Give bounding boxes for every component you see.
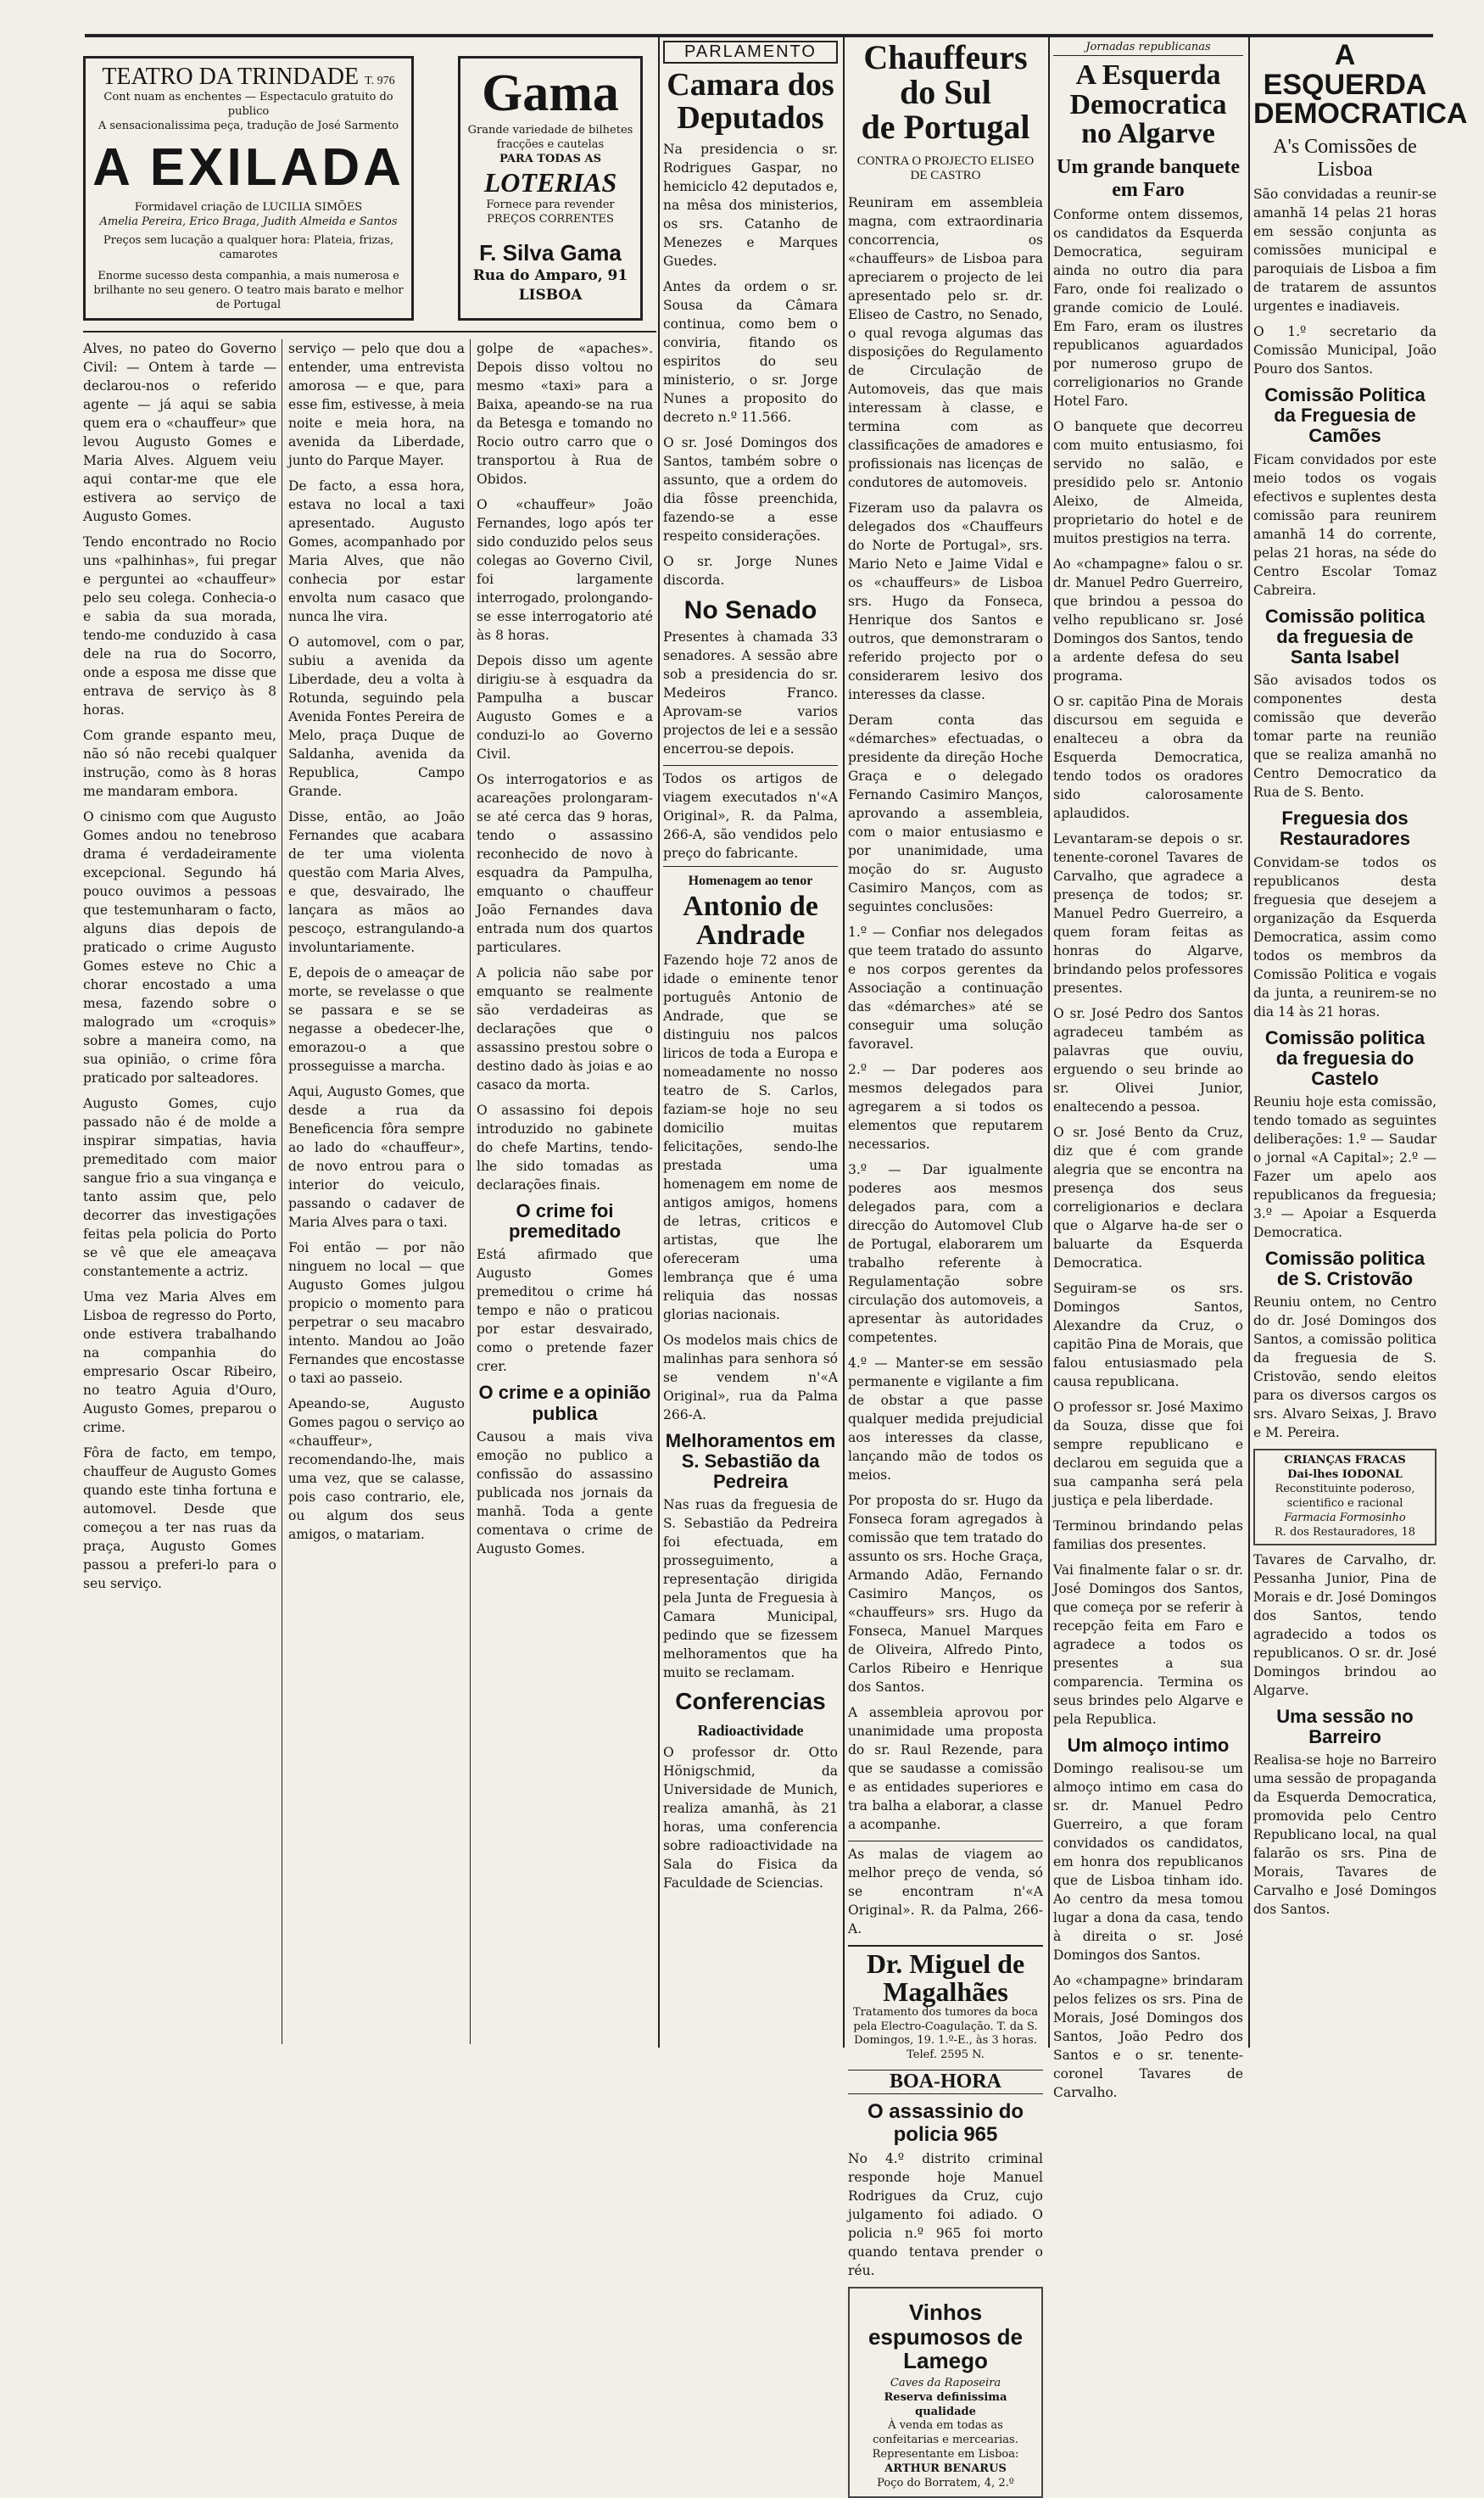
paragraph: Tendo encontrado no Rocio uns «palhinhas», fui pregar e perguntei ao «chauffeur» pelo seu colega. Conhecia-o e sabia da sua morada, tendo-me conduzido à casa dele na rua do Socorro, onde a esposa me disse que entrava de serviço às 8 horas. — [83, 534, 276, 718]
paragraph: O 1.º secretario da Comissão Municipal, João Pouro dos Santos. — [1253, 324, 1437, 377]
article-title: de Portugal — [861, 107, 1030, 146]
paragraph: Conforme ontem dissemos, os candidatos da Esquerda Democratica, seguiram ainda no outro dia para Faro, onde foi realizado o grande comicio de Loulé. Em Faro, eram os ilustres republicanos aguardados por numeroso grupo de correligionarios no Grande Hotel Faro. — [1053, 206, 1243, 409]
section-heading: Comissão Politica da Freguesia de Camões — [1264, 384, 1425, 447]
paragraph: Depois disso um agente dirigiu-se à esquadra da Pampulha a buscar Augusto Gomes e a conduzi-lo ao Governo Civil. — [477, 653, 653, 762]
column-2 — [288, 339, 465, 2044]
ad-line: ARTHUR BENARUS — [884, 2462, 1007, 2476]
paragraph: Antes da ordem o sr. Sousa da Câmara continua, como bem o conviria, fitando os espiritos do seu ministerio, o sr. Jorge Nunes a proposito do decreto n.º 11.566. — [663, 278, 838, 425]
paragraph: São avisados todos os componentes desta comissão que deverão tomar parte na reunião que se realiza amanhã no Centro Democratico da Rua de S. Bento. — [1253, 673, 1437, 801]
paragraph: Com grande espanto meu, não só não recebi qualquer instrução, como às 8 horas me mandaram embora. — [83, 728, 276, 799]
ad-line: LISBOA — [518, 286, 583, 304]
paragraph: Domingo realisou-se um almoço intimo em casa do sr. dr. Manuel Pedro Guerreiro, a que foram convidados os candidatos, em honra dos republicanos que de Lisboa tinham ido. Ao centro da mesa tomou lugar a dona da casa, tendo à direita o sr. José Domingos dos Santos. — [1053, 1761, 1243, 1964]
ad-line: Reconstituinte poderoso, scientifico e racional — [1275, 1483, 1415, 1511]
ad-malas: Todos os artigos de viagem executados n'«A Original», R. da Palma, 266-A, são vendidos pelo preço do fabricante. — [663, 765, 838, 867]
ad-line: Caves da Raposeira — [890, 2376, 1001, 2389]
paragraph: Realisa-se hoje no Barreiro uma sessão de propaganda da Esquerda Democratica, promovida pelo Centro Republicano local, na qual falarão os srs. Pina de Morais, Tavares de Carvalho e José Domingos dos Santos. — [1253, 1752, 1437, 1918]
ad-line: Farmacia Formosinho — [1284, 1512, 1406, 1525]
section-heading: Comissão politica da freguesia do Castelo — [1264, 1026, 1425, 1089]
paragraph: Fizeram uso da palavra os delegados dos «Chauffeurs do Norte de Portugal», srs. Mario Neto e Jaime Vidal e os «chauffeurs» de Lisboa srs. Hugo da Fonseca, Henrique dos Santos e outros, que demonstraram o referido projecto por o considerarem lesivo dos interesses da classe. — [848, 500, 1043, 703]
paragraph: A policia não sabe por emquanto se realmente são verdadeiras as declarações que o assassino prestou sobre o destino dado às joias e ao casaco da morta. — [477, 965, 653, 1093]
paragraph: Aqui, Augusto Gomes, que desde a rua da Beneficencia fôra sempre ao lado do «chauffeur», de novo entrou para o interior do veiculo, passando o cadaver de Maria Alves para o taxi. — [288, 1084, 465, 1230]
paragraph: Convidam-se todos os republicanos desta freguesia que desejem a organização da Esquerda Democratica, assim como todos os membros da Comissão Politica e vogais da junta, a reunirem-se no dia 14 às 21 horas. — [1253, 854, 1437, 1020]
ad-line: Dai-lhes IODONAL — [1287, 1468, 1403, 1482]
column-algarve — [1053, 41, 1243, 2101]
doctor-name: Dr. Miguel de Magalhães — [848, 1945, 1043, 2005]
ad-line: Cont nuam as enchentes — Espectaculo gratuito do publico — [103, 91, 393, 118]
gama-ad — [458, 56, 643, 321]
paragraph: O cinismo com que Augusto Gomes andou no tenebroso drama é verdadeiramente excepcional. Segundo há pouco ouvimos a pessoas que testemunharam o facto, alguns dias depois de praticado o crime Augusto Gomes esteve no Chic a chorar encostado a uma mesa, fazendo sobre o malogrado um «croquis» sobre a maneira como, na sua opinião, o crime fôra praticado por salteadores. — [83, 809, 276, 1086]
paragraph: O sr. José Pedro dos Santos agradeceu também as palavras que ouviu, erguendo o seu brinde ao sr. Olivei Junior, enaltecendo a pessoa. — [1053, 1005, 1243, 1115]
paragraph: Seguiram-se os srs. Domingos Santos, Alexandre da Cruz, o capitão Pina de Morais, que falou entusiasmado pela causa republicana. — [1053, 1280, 1243, 1389]
column-1 — [83, 339, 276, 2044]
ad-malas: As malas de viagem ao melhor preço de venda, só se encontram n'«A Original». R. da Palma, 266-A. — [848, 1841, 1043, 1938]
paragraph: Levantaram-se depois o sr. tenente-coronel Tavares de Carvalho, que agradece a presença de todos; sr. Manuel Pedro Guerreiro, a quem foram feitas as honras do Algarve, brindando pelos professores presentes. — [1053, 830, 1243, 996]
column-rule — [1248, 37, 1250, 2048]
gama-proprietor: F. Silva Gama — [479, 240, 622, 266]
paragraph: O assassino foi depois introduzido no gabinete do chefe Martins, tendo-lhe sido tomadas as declarações finais. — [477, 1103, 653, 1193]
section-label: Homenagem ao tenor — [688, 873, 813, 888]
ad-title: Vinhos espumosos de Lamego — [868, 2299, 1024, 2374]
ad-line: PREÇOS CORRENTES — [487, 212, 614, 226]
article-title: Antonio de Andrade — [683, 890, 818, 952]
section-heading: Comissão politica da freguesia de Santa Isabel — [1264, 605, 1425, 668]
ad-line: A sensacionalissima peça, tradução de José Sarmento — [98, 119, 399, 132]
paragraph: Vai finalmente falar o sr. dr. José Domingos dos Santos, que começa por se referir à recepção feita em Faro e agradece a todos os presentes a sua comparencia. Termina os seus brindes pelo Algarve e pela Republica. — [1053, 1562, 1243, 1727]
paragraph: 4.º — Manter-se em sessão permanente e vigilante a fim de obstar a que passe qualquer medida prejudicial aos interesses da classe, lançando mão de todos os meios. — [848, 1355, 1043, 1484]
section-heading: Uma sessão no Barreiro — [1276, 1705, 1414, 1747]
paragraph: Fôra de facto, em tempo, chauffeur de Augusto Gomes quando este tinha fortuna e automovel. Desde que começou a ter nas ruas da praça, Augusto Gomes passou a preferi-lo para o seu serviço. — [83, 1445, 276, 1591]
ad-line: Fornece para revender — [486, 198, 615, 211]
section-heading: O assassinio do policia 965 — [867, 2100, 1024, 2146]
column-3 — [477, 339, 653, 2044]
paragraph: Os modelos mais chics de malinhas para senhora só se vendem n'«A Original», rua da Palma 266-A. — [663, 1332, 838, 1422]
theatre-name: TEATRO DA TRINDADE — [102, 64, 360, 90]
paragraph: 1.º — Confiar nos delegados que teem tratado do assunto e nos corpos gerentes da Associação a continuação das «démarches» até se conseguir uma solução favoravel. — [848, 925, 1043, 1053]
paragraph: golpe de «apaches». Depois disso voltou no mesmo «taxi» para a Baixa, apeando-se na rua da Betesga e tomando no Rocio outro carro que o transportou à Rua de Obidos. — [477, 341, 653, 487]
paragraph: Apeando-se, Augusto Gomes pagou o serviço ao «chauffeur», recomendando-lhe, mais uma vez, que se calasse, pois caso contrario, ele, ou algum dos seus amigos, o matariam. — [288, 1396, 465, 1542]
section-heading: O crime foi premeditado — [508, 1200, 622, 1243]
parlamento-label: PARLAMENTO — [663, 41, 838, 64]
ad-line: Poço do Borratem, 4, 2.º — [877, 2477, 1014, 2490]
paragraph: Reuniu hoje esta comissão, tendo tomado as seguintes deliberações: 1.º — Saudar o jornal «A Capital»; 2.º — Fazer um apelo aos republicanos da freguesia; 3.º — Apoiar a Esquerda Democratica. — [1253, 1094, 1437, 1241]
column-chauffeurs — [848, 38, 1043, 2490]
ad-line: PARA TODAS AS — [499, 152, 602, 165]
paragraph: Disse, então, ao João Fernandes que acabara de ter uma violenta questão com Maria Alves, e que, desvairado, lhe lançara as mãos ao pescoço, estrangulando-a involuntariamente. — [288, 809, 465, 955]
ad-line: Grande variedade de bilhetes — [467, 124, 633, 137]
paragraph: 3.º — Dar igualmente poderes aos mesmos delegados para, com a direcção do Automovel Club de Portugal, elaborarem um trabalho referente à Regulamentação sobre circulação dos automoveis, a apresentar às autoridades competentes. — [848, 1162, 1043, 1346]
ad-line: R. dos Restauradores, 18 — [1274, 1525, 1415, 1539]
paragraph: O «chauffeur» João Fernandes, logo após ter sido conduzido pelos seus colegas ao Governo Civil, foi largamente interrogado, prolongando-se esse interrogatorio até às 8 horas. — [477, 497, 653, 643]
ad-line: Preços sem lucação a qualquer hora: Plateia, frizas, camarotes — [103, 234, 394, 262]
trindade-ad — [83, 56, 414, 321]
paragraph: Deram conta das «démarches» efectuadas, o presidente da direção Hoche Graça e o delegado Fernando Casimiro Manços, aprovando a assembleia, com o maior entusiasmo e por unanimidade, uma moção do sr. Augusto Casimiro Manços, com as seguintes conclusões: — [848, 713, 1043, 915]
vinhos-ad — [848, 2287, 1043, 2498]
paragraph: O sr. Jorge Nunes discorda. — [663, 553, 838, 588]
ad-line: Amelia Pereira, Erico Braga, Judith Almeida e Santos — [99, 215, 398, 228]
column-rule — [658, 37, 660, 2048]
iodonal-ad — [1253, 1449, 1437, 1545]
section-heading: Conferencias — [675, 1688, 826, 1715]
ad-line: Enorme sucesso desta companhia, a mais numerosa e — [98, 270, 399, 283]
paragraph: O professor sr. José Maximo da Souza, disse que foi sempre republicano e declarou em seguida que a sua campanha será pela justiça e pela liberdade. — [1053, 1399, 1243, 1508]
paragraph: O automovel, com o par, subiu a avenida da Liberdade, deu a volta à Rotunda, seguindo pela Avenida Fontes Pereira de Melo, praça Duque de Saldanha, avenida da Republica, Campo Grande. — [288, 634, 465, 799]
section-rule — [83, 331, 656, 333]
paragraph: O sr. José Domingos dos Santos, também sobre o assunto, que a ordem do dia fôsse preenchida, fazendo-se a esse respeito considerações. — [663, 434, 838, 544]
paragraph: Foi então — por não ninguem no local — que Augusto Gomes julgou propicio o momento para perpetrar o seu macabro intento. Mandou ao João Fernandes que encostasse o taxi ao passeio. — [288, 1240, 465, 1386]
paragraph: serviço — pelo que dou a entender, uma entrevista amorosa — e que, para esse fim, estivesse, à meia noite e meia hora, na avenida da Liberdade, junto do Parque Mayer. — [288, 341, 465, 468]
top-rule — [85, 34, 1433, 37]
paragraph: São convidadas a reunir-se amanhã 14 pelas 21 horas em sessão conjunta as comissões municipal e paroquiais de Lisboa a fim de tratarem de assuntos urgentes e inadiaveis. — [1253, 187, 1437, 315]
paragraph: Na presidencia o sr. Rodrigues Gaspar, no hemiciclo 42 deputados e, na mêsa dos ministerios, os srs. Catanho de Menezes e Marques Guedes. — [663, 141, 838, 269]
paragraph: Ficam convidados por este meio todos os vogais efectivos e suplentes desta comissão para reunirem amanhã 14 do corrente, pelas 21 horas, na séde do Centro Escolar Tomaz Cabreira. — [1253, 451, 1437, 598]
article-subtitle: A's Comissões de Lisboa — [1273, 136, 1417, 182]
paragraph: De facto, a essa hora, estava no local a taxi apresentado. Augusto Gomes, acompanhado por Maria Alves, que não conhecia por estar envolta num casaco que nunca lhe vira. — [288, 478, 465, 624]
ad-line: Formidavel criação de LUCILIA SIMÕES — [134, 200, 363, 214]
paragraph: Uma vez Maria Alves em Lisboa de regresso do Porto, onde estivera trabalhando na companhia do empresario Oscar Ribeiro, no teatro Aguia d'Ouro, Augusto Gomes, preparou o crime. — [83, 1289, 276, 1435]
ad-line: brilhante no seu genero. O teatro mais barato e melhor de Portugal — [93, 284, 404, 312]
section-heading: Freguesia dos Restauradores — [1279, 808, 1411, 850]
theatre-phone: T. 976 — [365, 75, 395, 87]
section-label: Radioactividade — [697, 1722, 804, 1740]
paragraph: Augusto Gomes, cujo passado não é de molde a inspirar simpatias, havia premeditado com maior sangue frio a sua vingança e tanto assim que, pelo decorrer das investigações feitas pela policia do Porto se vê que ele ameaçava constantemente a actriz. — [83, 1096, 276, 1279]
paragraph: Presentes à chamada 33 senadores. A sessão abre sob a presidencia do sr. Medeiros Franco. Aprovam-se varios projectos de lei e a sessão encerrou-se depois. — [663, 629, 838, 757]
section-heading: O crime e a opinião publica — [478, 1382, 651, 1424]
ad-line: Representante em Lisboa: — [872, 2448, 1019, 2462]
paragraph: Ao «champagne» falou o sr. dr. Manuel Pedro Guerreiro, que brindou a pessoa do velho republicano sr. José Domingos dos Santos, tendo a ardente defesa do seu programa. — [1053, 556, 1243, 684]
ad-line: Rua do Amparo, 91 — [472, 267, 628, 285]
paragraph: Alves, no pateo do Governo Civil: — Ontem à tarde — declarou-nos o referido agente — já aqui se sabia quem era o «chauffeur» que levou Augusto Gomes e Maria Alves. Alguem veiu aqui contar-me que ele estivera ao serviço de Augusto Gomes. — [83, 341, 276, 524]
section-heading: No Senado — [683, 595, 817, 624]
ad-line: À venda em todas as confeitarias e mercearias. — [873, 2419, 1018, 2447]
paragraph: A assembleia aprovou por unanimidade uma proposta do sr. Raul Rezende, para que se saudasse a comissão e as entidades superiores e tra balha a elaborar, a classe a acompanhe. — [848, 1705, 1043, 1833]
paragraph: O professor dr. Otto Hönigschmid, da Universidade de Munich, realiza amanhã, às 21 horas, uma conferencia sobre radioactividade na Sala do Fisica da Faculdade de Sciencias. — [663, 1745, 838, 1892]
paragraph: E, depois de o ameaçar de morte, se revelasse o que se passara e se se negasse a obedecer-lhe, emorazou-o a que prosseguisse a marcha. — [288, 965, 465, 1074]
column-rule — [470, 339, 471, 2044]
paragraph: Fazendo hoje 72 anos de idade o eminente tenor português Antonio de Andrade, que se distinguiu nos palcos liricos de toda a Europa e nomeadamente no nosso teatro de S. Carlos, faziam-se hoje no seu domicilio muitas felicitações, sendo-lhe prestada uma homenagem em nome de antigos amigos, homens de letras, criticos e artistas, que lhe ofereceram uma lembrança que é uma reliquia das nossas glorias nacionais. — [663, 952, 838, 1322]
column-parlamento — [663, 41, 838, 2044]
section-heading: Melhoramentos em S. Sebastião da Pedreira — [665, 1429, 836, 1493]
ad-line: CRIANÇAS FRACAS — [1284, 1454, 1406, 1467]
article-title: A Esquerda Democratica no Algarve — [1069, 59, 1227, 150]
ad-line: Reserva definissima qualidade — [884, 2390, 1007, 2418]
play-title: A EXILADA — [92, 137, 404, 197]
column-rule — [1048, 37, 1050, 2048]
paragraph: Reuniu ontem, no Centro do dr. José Domingos dos Santos, a comissão politica da freguesia de S. Cristovão, sendo eleitos para os diversos cargos os srs. Alvaro Seixas, J. Bravo e M. Pereira. — [1253, 1294, 1437, 1441]
paragraph: O banquete que decorreu com muito entusiasmo, foi servido no salão, e presidido pelo sr. Antonio Aleixo, de Almeida, proprietario do hotel e de muitos prestigios na terra. — [1053, 418, 1243, 546]
lotteries-word: LOTERIAS — [483, 166, 617, 198]
section-heading: Um almoço intimo — [1067, 1734, 1230, 1756]
ad-line: fracções e cautelas — [496, 137, 605, 151]
section-label: BOA-HORA — [848, 2070, 1043, 2094]
paragraph: 2.º — Dar poderes aos mesmos delegados para agregarem a si todos os elementos que reputarem necessarios. — [848, 1062, 1043, 1153]
paragraph: O sr. capitão Pina de Morais discursou em seguida e enalteceu a obra da Esquerda Democratica, tendo todos os oradores sido calorosamente aplaudidos. — [1053, 693, 1243, 821]
paragraph: No 4.º distrito criminal responde hoje Manuel Rodrigues da Cruz, cujo julgamento foi adiado. O policia n.º 965 foi morto quando tentava prender o réu. — [848, 2150, 1043, 2278]
column-rule — [843, 37, 845, 2048]
paragraph: Causou a mais viva emoção no publico a confissão do assassino publicada nos jornais da manhã. Toda a gente comentava o crime de Augusto Gomes. — [477, 1428, 653, 1556]
article-title: Camara dos Deputados — [667, 67, 834, 136]
section-heading: Comissão politica de S. Cristovão — [1264, 1248, 1425, 1290]
paragraph: Está afirmado que Augusto Gomes premeditou o crime há tempo e não o praticou por estar desvairado, como o pretende fazer crer. — [477, 1247, 653, 1375]
paragraph: Tavares de Carvalho, dr. Pessanha Junior, Pina de Morais e dr. José Domingos dos Santos, tendo agradecido a todos os republicanos. O sr. dr. José Domingos brindou ao Algarve. — [1253, 1551, 1437, 1698]
paragraph: Ao «champagne» brindaram pelos felizes os srs. Pina de Morais, José Domingos dos Santos, João Pedro dos Santos e o sr. tenente-coronel Tavares de Carvalho. — [1053, 1973, 1243, 2101]
article-subtitle: CONTRA O PROJECTO ELISEO DE CASTRO — [856, 154, 1035, 183]
paragraph: Nas ruas da freguesia de S. Sebastião da Pedreira foi efectuada, em prosseguimento, a representação dirigida pela Junta de Freguesia à Camara Municipal, pedindo que se fizessem melhoramentos que ha muito se reclamam. — [663, 1497, 838, 1681]
ad-line: Tratamento dos tumores da boca pela Electro-Coagulação. T. da S. Domingos, 19. 1.º-E., às 3 horas. Telef. 2595 N. — [853, 2005, 1038, 2062]
article-subtitle: Um grande banquete em Faro — [1056, 155, 1240, 201]
column-esquerda — [1253, 39, 1468, 2044]
paragraph: Os interrogatorios e as acareações prolongaram-se até cerca das 9 horas, tendo o assassino reconhecido de novo à esquadra da Pampulha, emquanto o chauffeur João Fernandes dava entrada num dos quartos particulares. — [477, 772, 653, 955]
section-label: Jornadas republicanas — [1053, 41, 1243, 56]
paragraph: Reuniram em assembleia magna, com extraordinaria concorrencia, os «chauffeurs» de Lisboa para apreciarem o projecto de lei apresentado pelo sr. dr. Eliseo de Castro, no Senado, o qual revoga algumas das disposições do Regulamento de Circulação de Automoveis, das que mais interessam à classe, e termina com as classificações de amadores e profissionais nas licenças de condutores de automoveis. — [848, 195, 1043, 491]
article-title: Chauffeurs do Sul — [863, 38, 1028, 111]
paragraph: Terminou brindando pelas familias dos presentes. — [1053, 1517, 1243, 1552]
paragraph: O sr. José Bento da Cruz, diz que é com grande alegria que se encontra na presença dos seus correligionarios e declara que o Algarve ha-de ser o baluarte da Esquerda Democratica. — [1053, 1124, 1243, 1271]
paragraph: Por proposta do sr. Hugo da Fonseca foram agregados à comissão que tem tratado do assunto os srs. Hoche Graça, Armando Adão, Fernando Casimiro Manços, os «chauffeurs» srs. Hugo da Fonseca, Manuel Marques de Oliveira, Alfredo Pinto, Carlos Ribeiro e Henrique dos Santos. — [848, 1493, 1043, 1696]
article-title: A ESQUERDA DEMOCRATICA — [1253, 39, 1468, 131]
gama-title: Gama — [482, 64, 619, 122]
